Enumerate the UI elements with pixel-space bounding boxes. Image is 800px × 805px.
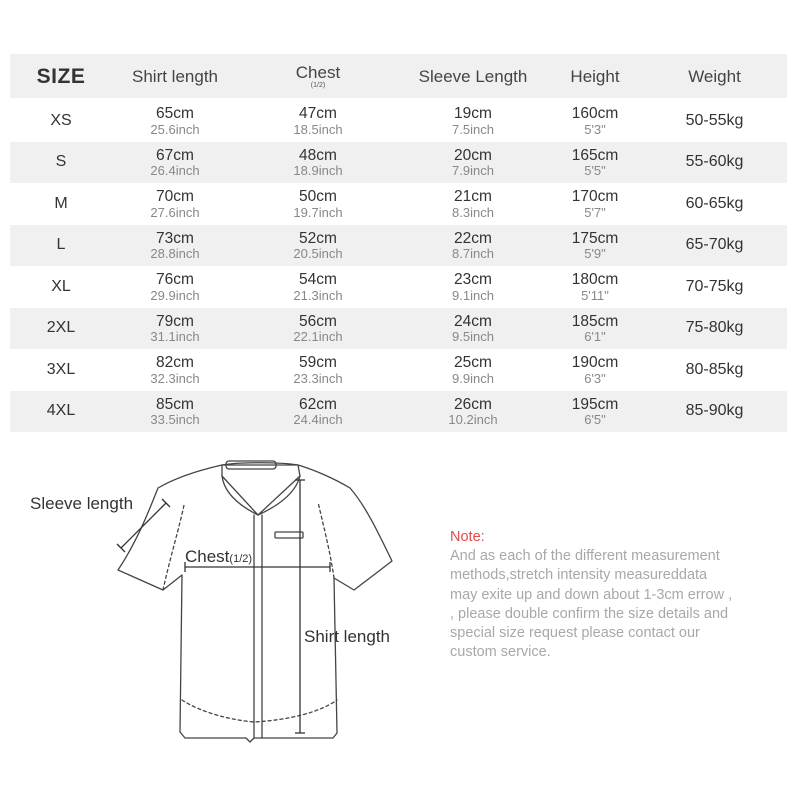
height-cell xyxy=(548,148,642,178)
sleeve-length-label: Sleeve length xyxy=(30,494,134,513)
chest-label xyxy=(185,547,252,567)
chest-cm: 52cm xyxy=(299,229,337,247)
shirt-length-cell xyxy=(112,231,238,261)
shirt-length-cm: 79cm xyxy=(156,312,194,330)
size-value: S xyxy=(55,153,67,171)
chest-cm: 48cm xyxy=(299,146,337,164)
header-size: SIZE xyxy=(36,64,86,88)
shirt-length-cm: 70cm xyxy=(156,188,194,205)
table-row xyxy=(10,142,787,184)
height-ft: 5'7" xyxy=(584,204,606,220)
chest-inch: 22.1inch xyxy=(293,329,343,344)
size-cell xyxy=(10,196,112,212)
height-ft: 6'3" xyxy=(584,370,606,386)
sleeve-length-cm: 25cm xyxy=(454,354,492,371)
shirt-length-label: Shirt length xyxy=(304,627,390,646)
sleeve-length-inch: 9.9inch xyxy=(452,370,494,386)
height-cm: 165cm xyxy=(571,146,619,164)
shirt-length-inch: 31.1inch xyxy=(150,329,200,344)
table-body xyxy=(10,100,787,432)
sleeve-length-inch: 7.9inch xyxy=(452,163,494,178)
sleeve-length-cell xyxy=(398,189,548,219)
sleeve-length-cell xyxy=(398,314,548,344)
table-header-row xyxy=(10,54,787,98)
chest-cm: 62cm xyxy=(299,395,337,413)
note-line: special size request please contact our xyxy=(450,625,700,642)
height-ft: 5'5" xyxy=(584,163,606,178)
shirt-length-cm: 67cm xyxy=(156,146,194,164)
weight-value: 75-80kg xyxy=(685,319,744,337)
weight-value: 65-70kg xyxy=(685,236,744,254)
sleeve-length-cm: 24cm xyxy=(454,312,492,330)
size-cell xyxy=(10,320,112,336)
shirt-length-cm: 76cm xyxy=(156,271,194,288)
weight-value: 70-75kg xyxy=(685,277,744,295)
sleeve-length-cell xyxy=(398,231,548,261)
weight-cell xyxy=(642,362,787,378)
header-height: Height xyxy=(570,66,620,86)
chest-cell xyxy=(238,397,398,427)
size-value: 3XL xyxy=(46,360,76,378)
chest-cell xyxy=(238,148,398,178)
chest-inch: 19.7inch xyxy=(293,204,343,220)
shirt-length-cell xyxy=(112,355,238,385)
shirt-length-cell xyxy=(112,189,238,219)
chest-inch: 18.5inch xyxy=(293,121,343,137)
shirt-length-cell xyxy=(112,106,238,136)
chest-label-text: Chest xyxy=(185,547,230,566)
height-cm: 190cm xyxy=(571,354,619,371)
weight-cell xyxy=(642,196,787,212)
sleeve-length-cell xyxy=(398,272,548,302)
sleeve-length-cm: 19cm xyxy=(454,105,492,122)
sleeve-length-cell xyxy=(398,355,548,385)
shirt-length-cm: 73cm xyxy=(156,229,194,247)
weight-value: 85-90kg xyxy=(685,402,744,420)
size-value: M xyxy=(54,194,68,212)
height-ft: 5'11" xyxy=(581,287,609,303)
sleeve-length-inch: 8.7inch xyxy=(452,246,494,261)
height-cm: 180cm xyxy=(571,271,619,288)
sleeve-length-cm: 26cm xyxy=(454,395,492,413)
sleeve-length-inch: 10.2inch xyxy=(448,412,498,427)
shirt-length-cm: 65cm xyxy=(156,105,194,122)
height-ft: 5'9" xyxy=(584,246,606,261)
note-title: Note: xyxy=(450,529,485,545)
height-cell xyxy=(548,397,642,427)
height-cell xyxy=(548,189,642,219)
sleeve-length-inch: 7.5inch xyxy=(452,121,494,137)
chest-inch: 21.3inch xyxy=(293,287,343,303)
chest-inch: 24.4inch xyxy=(293,412,343,427)
table-row xyxy=(10,308,787,350)
sleeve-length-inch: 9.1inch xyxy=(452,287,494,303)
height-ft: 5'3" xyxy=(584,121,606,137)
size-cell xyxy=(10,113,112,129)
sleeve-length-inch: 9.5inch xyxy=(452,329,494,344)
header-weight: Weight xyxy=(688,66,741,86)
chest-cell xyxy=(238,231,398,261)
chest-cm: 47cm xyxy=(299,105,337,122)
header-chest-sub: (1/2) xyxy=(310,81,326,89)
chest-cell xyxy=(238,314,398,344)
header-chest-label: Chest xyxy=(295,62,341,82)
size-value: 2XL xyxy=(46,319,76,337)
table-row xyxy=(10,349,787,391)
chest-cell xyxy=(238,189,398,219)
chest-pocket xyxy=(275,532,303,538)
size-cell xyxy=(10,403,112,419)
weight-cell xyxy=(642,403,787,419)
chest-cell xyxy=(238,106,398,136)
height-cm: 185cm xyxy=(571,312,619,330)
height-ft: 6'5" xyxy=(584,412,606,427)
shirt-length-inch: 28.8inch xyxy=(150,246,200,261)
table-row xyxy=(10,391,787,433)
note-line: And as each of the different measurement xyxy=(450,548,720,565)
shirt-length-cm: 85cm xyxy=(156,395,194,413)
note-block xyxy=(450,528,790,662)
height-cell xyxy=(548,231,642,261)
weight-cell xyxy=(642,279,787,295)
height-cm: 160cm xyxy=(571,105,619,122)
size-cell xyxy=(10,362,112,378)
weight-cell xyxy=(642,320,787,336)
height-cm: 175cm xyxy=(571,229,619,247)
size-value: XL xyxy=(51,277,71,295)
sleeve-length-cm: 21cm xyxy=(454,188,492,205)
weight-cell xyxy=(642,113,787,129)
height-cell xyxy=(548,272,642,302)
sleeve-length-cm: 23cm xyxy=(454,271,492,288)
shirt-length-cell xyxy=(112,148,238,178)
height-cell xyxy=(548,314,642,344)
sleeve-length-cell xyxy=(398,106,548,136)
table-row xyxy=(10,183,787,225)
table-row xyxy=(10,266,787,308)
shirt-length-inch: 27.6inch xyxy=(150,204,200,220)
size-value: L xyxy=(56,236,66,254)
height-cm: 170cm xyxy=(571,188,619,205)
weight-cell xyxy=(642,237,787,253)
shirt-length-inch: 32.3inch xyxy=(150,370,200,386)
height-ft: 6'1" xyxy=(584,329,606,344)
note-line: may exite up and down about 1-3cm errow , xyxy=(450,586,733,603)
chest-cell xyxy=(238,272,398,302)
shirt-length-cell xyxy=(112,397,238,427)
weight-value: 50-55kg xyxy=(685,111,744,129)
header-shirt-length: Shirt length xyxy=(132,66,218,86)
header-chest xyxy=(238,64,398,89)
weight-value: 60-65kg xyxy=(685,194,744,212)
shirt-length-cm: 82cm xyxy=(156,354,194,371)
chest-inch: 20.5inch xyxy=(293,246,343,261)
note-line: custom service. xyxy=(450,644,551,661)
shirt-illustration xyxy=(0,450,440,800)
table-row xyxy=(10,100,787,142)
size-cell xyxy=(10,279,112,295)
chest-cm: 54cm xyxy=(299,271,337,288)
chest-cell xyxy=(238,355,398,385)
weight-value: 55-60kg xyxy=(685,153,744,171)
sleeve-length-cell xyxy=(398,148,548,178)
weight-cell xyxy=(642,154,787,170)
size-chart-table xyxy=(10,54,787,432)
chest-inch: 18.9inch xyxy=(293,163,343,178)
chest-cm: 50cm xyxy=(299,188,337,205)
chest-label-sub: (1/2) xyxy=(229,553,253,565)
shirt-length-inch: 26.4inch xyxy=(150,163,200,178)
height-cell xyxy=(548,355,642,385)
sleeve-length-inch: 8.3inch xyxy=(452,204,494,220)
note-line: methods,stretch intensity measureddata xyxy=(450,567,708,584)
size-value: XS xyxy=(50,111,72,129)
shirt-length-cell xyxy=(112,314,238,344)
note-line: , please double confirm the size details and xyxy=(450,605,729,622)
size-value: 4XL xyxy=(46,402,76,420)
shirt-length-cell xyxy=(112,272,238,302)
weight-value: 80-85kg xyxy=(685,360,744,378)
size-cell xyxy=(10,154,112,170)
chest-inch: 23.3inch xyxy=(293,370,343,386)
sleeve-length-cm: 20cm xyxy=(454,146,492,164)
shirt-length-inch: 29.9inch xyxy=(150,287,200,303)
sleeve-length-cell xyxy=(398,397,548,427)
chest-cm: 56cm xyxy=(299,312,337,330)
shirt-length-inch: 25.6inch xyxy=(150,121,200,137)
height-cm: 195cm xyxy=(571,395,619,413)
sleeve-length-cm: 22cm xyxy=(454,229,492,247)
height-cell xyxy=(548,106,642,136)
header-sleeve-length: Sleeve Length xyxy=(418,66,528,86)
size-cell xyxy=(10,237,112,253)
shirt-length-inch: 33.5inch xyxy=(150,412,200,427)
table-row xyxy=(10,225,787,267)
shirt-outline xyxy=(118,465,392,742)
chest-cm: 59cm xyxy=(299,354,337,371)
